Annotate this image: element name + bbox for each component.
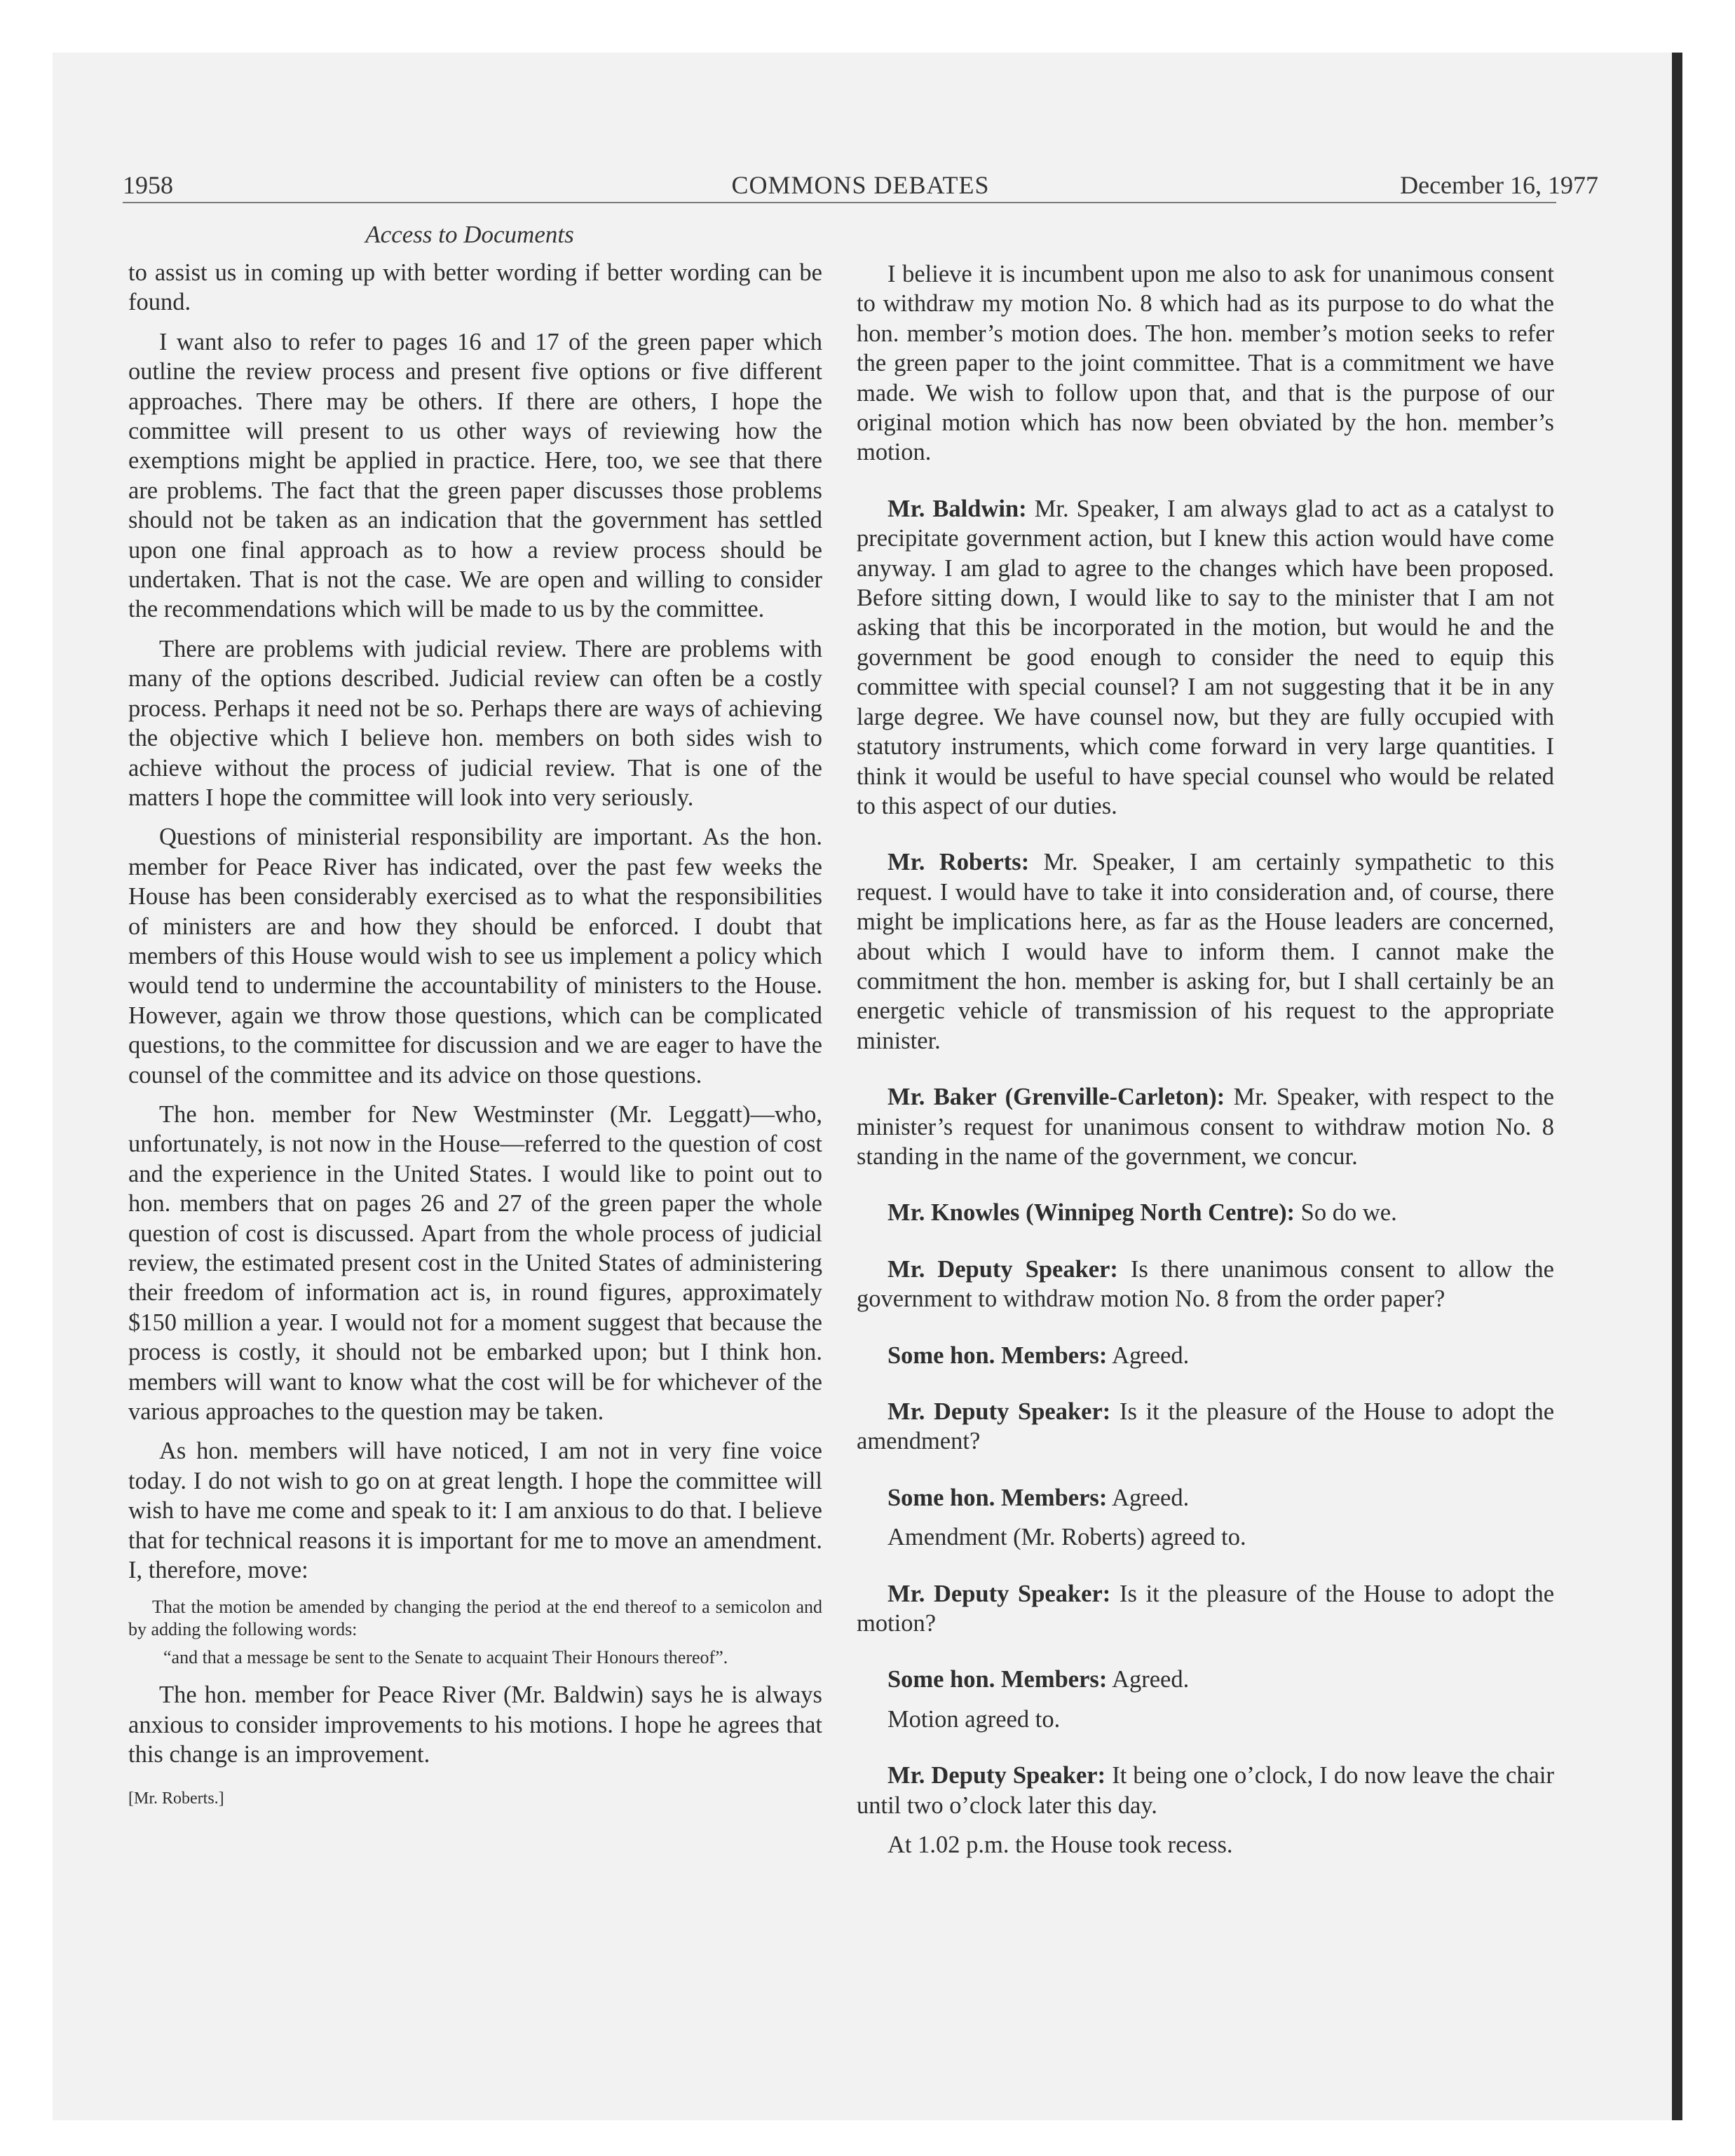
paragraph [857,1198,1554,1227]
publication-title: COMMONS DEBATES [731,171,990,199]
paragraph [857,494,1554,821]
paragraph [857,1761,1554,1820]
speaker-name: Some hon. Members: [887,1342,1108,1369]
speaker-attribution: [Mr. Roberts.] [128,1789,224,1808]
paragraph [857,1579,1554,1639]
paragraph [857,1341,1554,1370]
speech-text: Mr. Speaker, I am certainly sympathetic to this request. I would have to take it into consideration and, of course, there might be implications here, as far as the House leaders are concerned, about which I would have to inform them. I cannot make the commitment the hon. member is asking for, but I shall certainly be an energetic vehicle of transmission of his request to the appropriate minister. [857,849,1555,1054]
speech-text: Motion agreed to. [887,1705,1061,1733]
page-date: December 16, 1977 [1400,171,1598,199]
speaker-name: Mr. Deputy Speaker: [887,1580,1111,1607]
paragraph [857,1397,1554,1456]
speaker-name: Mr. Baldwin: [887,495,1027,522]
scan-edge-shadow [1672,53,1682,2120]
motion-quote: “and that a message be sent to the Senate to acquaint Their Honours thereof”. [163,1647,728,1668]
speaker-name: Mr. Roberts: [887,849,1030,876]
speech-text: Agreed. [1107,1666,1190,1693]
speech-text: Mr. Speaker, with respect to the minister’s request for unanimous consent to withdraw motion No. 8 standing in the name of the government, we concur. [857,1084,1554,1170]
speech-text: At 1.02 p.m. the House took recess. [887,1831,1233,1859]
speaker-name: Mr. Deputy Speaker: [887,1255,1118,1283]
speaker-name: Mr. Deputy Speaker: [887,1398,1111,1425]
speaker-name: Some hon. Members: [887,1666,1108,1693]
section-title: Access to Documents [365,221,574,248]
paragraph [857,1705,1554,1734]
speech-text: Is there unanimous consent to allow the government to withdraw motion No. 8 from the order paper? [857,1255,1554,1313]
paragraph: Questions of ministerial responsibility are important. As the hon. member for Peace River has indicated, over the past few weeks the House has been considerably exercised as to what the responsibilities of ministers are and how they should be enforced. I doubt that members of this House would wish to see us implement a policy which would tend to undermine the accountability of ministers to the House. However, again we throw those questions, which can be complicated questions, to the committee for discussion and we are eager to have the counsel of the committee and its advice on those questions. [128,824,822,1089]
speech-text: It being one o’clock, I do now leave the chair until two o’clock later this day. [857,1762,1554,1819]
speech-text: Mr. Speaker, I am always glad to act as a catalyst to precipitate government action, but I knew this action would have come anyway. I am glad to agree to the changes which have been proposed. Before sitting down, I would like to say to the minister that I am not asking that this be incorporated in the motion, but would he and the government be good enough to consider the need to equip this committee with special counsel? I am not suggesting that it be in any large degree. We have counsel now, but they are fully occupied with statutory instruments, which come forward in very large quantities. I think it would be useful to have special counsel who would be related to this aspect of our duties. [857,495,1554,819]
paragraph: The hon. member for Peace River (Mr. Baldwin) says he is always anxious to consider improvements to his motions. I hope he agrees that this change is an improvement. [128,1681,822,1768]
page-number: 1958 [123,171,173,199]
paragraph [857,259,1554,468]
speech-text: I believe it is incumbent upon me also to ask for unanimous consent to withdraw my motion No. 8 which had as its purpose to do what the hon. member’s motion does. The hon. member’s motion seeks to refer the green paper to the joint committee. That is a commitment we have made. We wish to follow upon that, and that is the purpose of our original motion which has now been obviated by the hon. member’s motion. [857,261,1554,466]
speaker-name: Mr. Deputy Speaker: [887,1762,1106,1789]
motion-text: That the motion be amended by changing the period at the end thereof to a semicolon and by adding the following words: [128,1597,822,1640]
speech-text: Agreed. [1107,1484,1190,1511]
paragraph: As hon. members will have noticed, I am not in very fine voice today. I do not wish to go on at great length. I hope the committee will wish to have me come and speak to it: I am anxious to do that. I believe that for technical reasons it is important for me to move an amendment. I, therefore, move: [128,1438,822,1584]
paragraph: The hon. member for New Westminster (Mr. Leggatt)—who, unfortunately, is not now in the House—referred to the question of cost and the experience in the United States. I would like to point out to hon. members that on pages 26 and 27 of the green paper the whole question of cost is discussed. Apart from the whole process of judicial review, the estimated present cost in the United States of administering their freedom of information act is, in round figures, approximately $150 million a year. I would not for a moment suggest that because the process is costly, it should not be embarked upon; but I think hon. members will want to know what the cost will be for whichever of the various approaches to the question may be taken. [128,1100,822,1426]
paragraph [857,1255,1554,1314]
paragraph [857,847,1554,1056]
paragraph [857,1522,1554,1552]
speaker-name: Some hon. Members: [887,1484,1108,1511]
speaker-name: Mr. Baker (Grenville-Carleton): [887,1084,1225,1111]
speech-text: Agreed. [1107,1342,1190,1369]
right-column [857,259,1554,1869]
header-rule [123,202,1556,203]
paragraph: There are problems with judicial review. There are problems with many of the options described. Judicial review can often be a costly process. Perhaps it need not be so. Perhaps there are ways of achieving the objective which I believe hon. members on both sides wish to achieve without the process of judicial review. That is one of the matters I hope the committee will look into very seriously. [128,635,822,811]
paragraph [857,1082,1554,1171]
scanned-page [53,53,1682,2120]
left-column [128,258,822,1823]
paragraph [857,1830,1554,1860]
speaker-name: Mr. Knowles (Winnipeg North Centre): [887,1199,1295,1227]
speech-text: So do we. [1295,1199,1397,1227]
paragraph: I want also to refer to pages 16 and 17 of the green paper which outline the review process and present five options or five different approaches. There may be others. If there are others, I hope the committee will present to us other ways of reviewing how the exemptions might be applied in practice. Here, too, we see that there are problems. The fact that the green paper discusses those problems should not be taken as an indication that the government has settled upon one final approach as to how a review process should be undertaken. That is not the case. We are open and willing to consider the recommendations which will be made to us by the committee. [128,328,822,623]
speech-text: Amendment (Mr. Roberts) agreed to. [887,1524,1246,1551]
paragraph: to assist us in coming up with better wording if better wording can be found. [128,259,822,316]
paragraph [857,1483,1554,1513]
paragraph [857,1665,1554,1694]
speech-text: Is it the pleasure of the House to adopt the motion? [857,1580,1555,1637]
speech-text: Is it the pleasure of the House to adopt the amendment? [857,1398,1555,1455]
